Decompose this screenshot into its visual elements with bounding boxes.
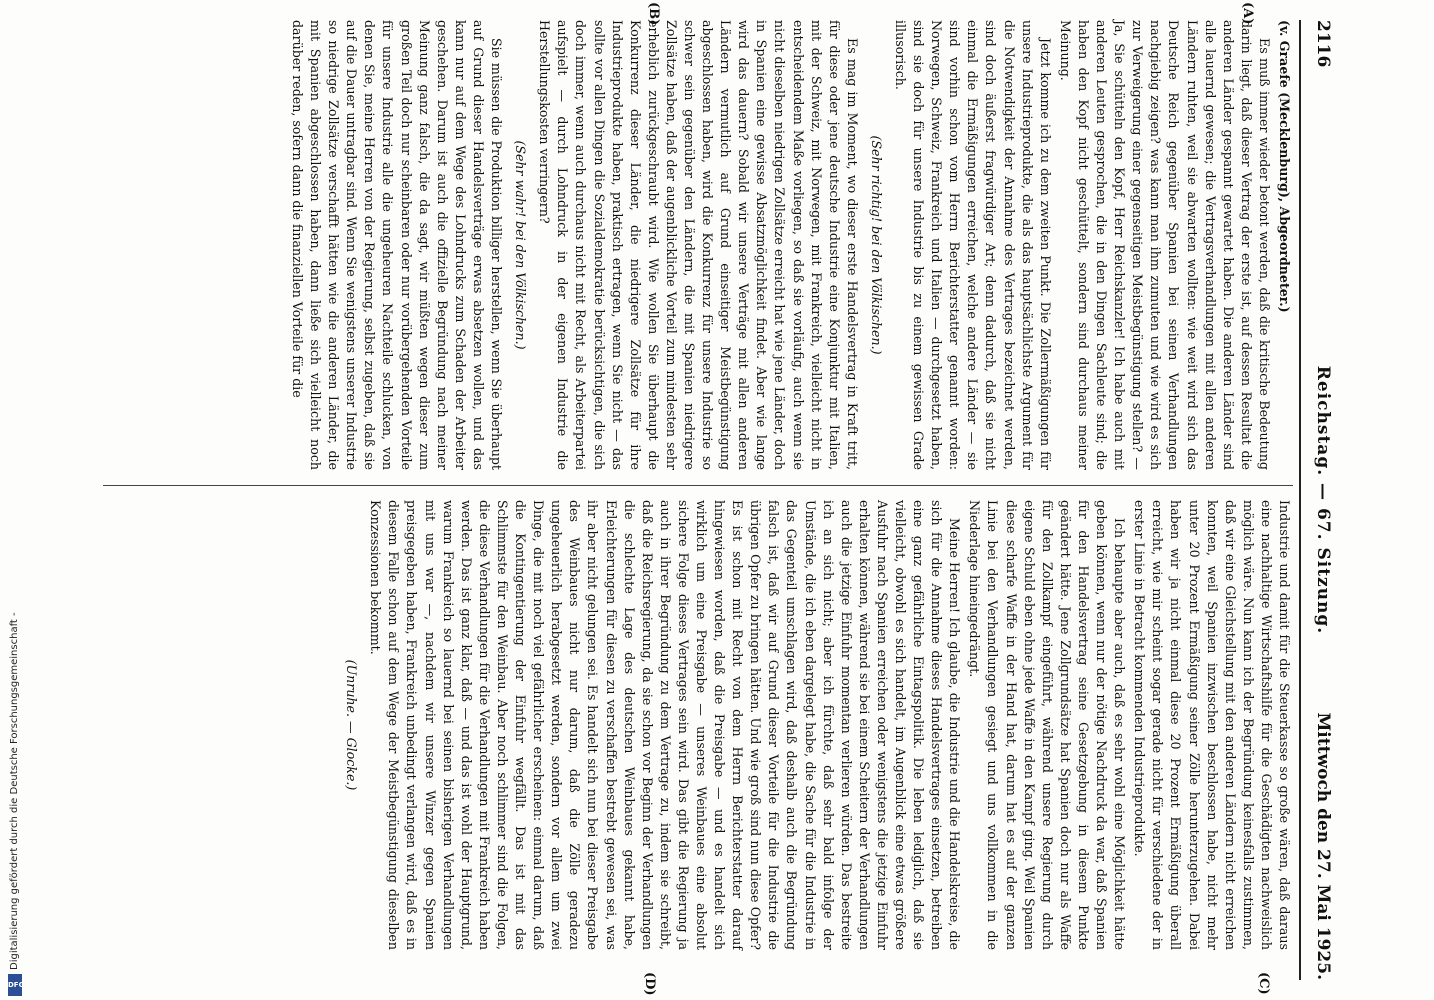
session-date: Mittwoch den 27. Mai 1925. bbox=[1313, 712, 1333, 980]
paragraph: Meine Herren! Ich glaube, die Industrie und die Handelskreise, die sich für die Annahme dieses Handelsvertrages einsetzen, betreiben eine ganz gefährliche Eintagspolitik. Die leben lediglich, daß sie vielleicht, obwohl es sich handelt, im Augenblick eine etwas größere Ausfuhr nach Spanien erreichen oder wenigstens die jetzige Einfuhr erhalten können, während sie bei einem Scheitern der Verhandlungen auch die jetzige Einfuhr momentan verlieren würden. Das bestreite ich an sich nicht; aber ich fürchte, daß sehr bald infolge der Umstände, die ich eben dargelegt habe, die Sache für die Industrie in das Gegenteil umschlagen wird, daß deshalb auch die Begründung falsch ist, daß wir auf Grund dieser Vorteile für die Industrie die übrigen Opfer zu bringen hätten. Und wie groß sind nun diese Opfer? Es ist schon mit Recht von dem Herrn Berichterstatter darauf hingewiesen worden, daß die Preisgabe — und es handelt sich wirklich um eine Preisgabe — unseres Weinbaues eine absolut sichere Folge dieses Vertrages sein wird. Das gibt die Regierung ja auch in ihrer Begründung zu dem Vertrage zu, indem sie schreibt, daß die Reichsregierung, da sie schon vor Beginn der Verhandlungen die schlechte Lage des deutschen Weinbaues gekannt habe, Erleichterungen für diesen zu verschaffen bestrebt gewesen sei, was ihr aber nicht gelungen sei. Es handelt sich nun bei dieser Preisgabe des Weinbaues nicht nur darum, daß die Zölle geradezu ungeheuerlich herabgesetzt werden, sondern vor allem um zwei Dinge, die mit noch viel gefährlicher erscheinen: einmal darum, daß die Kontingentierung der Einfuhr wegfällt. Das ist mit das Schlimmste für den Weinbau. Aber noch schlimmer sind die Folgen, die diese Verhandlungen für die Verhandlungen mit Frankreich haben werden. Das ist ganz klar, daß — und das ist wohl der Hauptgrund, warum Frankreich so lauernd bei seinen bisherigen Verhandlungen mit uns war —, nachdem wir unsere Winzer gegen Spanien preisgegeben haben, Frankreich unbedingt verlangen wird, daß es in diesem Falle schon auf dem Wege der Meistbegünstigung dieselben Konzessionen bekommt. bbox=[368, 500, 963, 950]
left-column bbox=[286, 20, 1293, 470]
margin-mark-a: (A) bbox=[1240, 2, 1255, 25]
margin-mark-d: (D) bbox=[642, 972, 657, 996]
paragraph: Es muß immer wieder betont werden, daß die kritische Bedeutung darin liegt, daß dieser Vertrag der erste ist, auf dessen Resultat die anderen Länder gespannt gewartet haben. Die anderen Länder sind alle lauernd gewesen; die Vertragsverhandlungen mit allen anderen Ländern ruhten, weil sie abwarten wollten: wie weit wird sich das Deutsche Reich gegenüber Spanien bei seinen Verhandlungen nachgiebig zeigen? was kann man ihm zumuten und wie wird es sich zur Verweigerung einer gegenseitigen Meistbegünstigung stellen? — Ja, Sie schütteln den Kopf, Herr Reichskanzler! Ich habe auch mit anderen Leuten gesprochen, die in den Dingen Sachleute sind; die haben den Kopf nicht geschüttelt, sondern sind durchaus meiner Meinung. bbox=[1057, 20, 1272, 470]
interjection: (Sehr richtig! bei den Völkischen.) bbox=[868, 135, 884, 355]
interjection: (Unruhe. — Glocke.) bbox=[344, 659, 360, 791]
paragraph: Sie müssen die Produktion billiger herstellen, wenn Sie überhaupt auf Grund dieser Handelsverträge erwas absetzen wollen, und das kann nur auf dem Wege des Lohndrucks zum Schaden der Arbeiter geschehen. Darum ist auch die offizielle Begründung nach meiner Meinung ganz falsch, die da sagt, wir müßten wegen dieser zum großen Teil doch nur scheinbaren oder nur vorübergehenden Vorteile für unsere Industrie alle die ungeheuren Nachteile schlucken, von denen Sie, meine Herren von der Regierung, selbst zugeben, daß sie auf die Dauer untragbar sind. Wenn Sie wenigstens unserer Industrie so niedrige Zollsätze verschafft hätten wie die anderen Länder, die mit Spanien abgeschlossen haben, dann ließe sich vielleicht noch darüber reden, sofern dann die finanziellen Vorteile für die bbox=[290, 20, 505, 470]
interjection: (Sehr wahr! bei den Völkischen.) bbox=[513, 140, 529, 350]
paragraph: Ich behaupte aber auch, daß es sehr wohl eine Möglichkeit hätte geben können, wenn nur der nötige Nachdruck da war, daß Spanien für den Handelsvertrag seine Gesetzgebung in diesem Punkte geändert hätte. Jene Zollgrundsätze hat Spanien doch nur als Waffe für den Zollkampf eingeführt, während unsere Regierung durch eigene Schuld eben ohne jede Waffe in den Kampf ging. Weil Spanien diese scharfe Waffe in der Hand hat, darum hat es auf der ganzen Linie bei den Verhandlungen gesiegt und uns vollkommen in die Niederlage hineingedrängt. bbox=[967, 500, 1128, 950]
digitization-credit bbox=[6, 0, 25, 1000]
rotated-document-sheet bbox=[67, 0, 1367, 1000]
paragraph: Es mag im Moment, wo dieser erste Handelsvertrag in Kraft tritt, für diese oder jene deutsche Industrie eine Konjunktur mit Italien, mit der Schweiz, mit Norwegen, mit Frankreich, vielleicht nicht in entscheidendem Maße vorliegen, so daß sie vorläufig, auch wenn sie nicht dieselben niedrigen Zollsätze erreicht hat wie jene Länder, doch in Spanien eine gewisse Absatzmöglichkeit findet. Aber wie lange wird das dauern? Sobald wir unsere Verträge mit allen anderen Ländern vermutlich auf Grund einseitiger Meistbegünstigung abgeschlossen haben, wird die Konkurrenz für unsere Industrie so schwer sein gegenüber den Ländern, die mit Spanien niedrigere Zollsätze haben, daß der augenblickliche Vorteil zum mindesten sehr erheblich zurückgeschraubt wird. Wie wollen Sie überhaupt die Konkurrenz dieser Länder, die niedrigere Zollsätze für ihre Industrieprodukte haben, praktisch ertragen, wenn Sie nicht — das sollte vor allen Dingen die Sozialdemokratie berücksichtigen, die sich doch immer, wenn auch durchaus nicht mit Recht, als Arbeiterpartei aufspielt — durch Lohndruck in der eigenen Industrie die Herstellungskosten verringern? bbox=[537, 20, 860, 470]
right-column bbox=[336, 500, 1293, 950]
session-title: Reichstag. — 67. Sitzung. bbox=[1313, 365, 1333, 635]
paragraph: Industrie und damit für die Steuerkasse so große wären, daß daraus eine nachhaltige Wirtschaftshilfe für die Geschädigten nachweislich möglich wäre. Nun kann ich der Begründung keinesfalls zustimmen, daß wir eine Gleichstellung mit den anderen Ländern nicht erreichen konnten, weil Spanien inzwischen beschlossen habe, nicht mehr unter 20 Prozent Ermäßigung seiner Zölle herunterzugehen. Dabei haben wir ja nicht einmal diese 20 Prozent Ermäßigung überall erreicht, wie mir scheint sogar gerade nicht für verschiedene der in erster Linie in Betracht kommenden Industrieprodukte. bbox=[1132, 500, 1292, 950]
column-divider bbox=[103, 485, 1293, 486]
dfg-logo: DFG bbox=[8, 974, 22, 996]
page-number: 2116 bbox=[1313, 20, 1333, 68]
credit-text: Digitalisierung gefördert durch die Deutsche Forschungsgemeinschaft - bbox=[9, 612, 20, 970]
paragraph: Jetzt komme ich zu dem zweiten Punkt. Die Zollermäßigungen für unsere Industrieprodukte, die als das hauptsächlichste Argument für die Notwendigkeit der Annahme des Vertrages bezeichnet werden, sind doch äußerst fragwürdiger Art; denn dadurch, daß sie nicht einmal die Ermäßigungen erreichen, welche andere Länder — sie sind vorhin schon vom Herrn Berichterstatter genannt worden: Norwegen, Schweiz, Frankreich und Italien — durchgesetzt haben, sind sie doch für unsere Industrie bis zu einem gewissen Grade illusorisch. bbox=[893, 20, 1053, 470]
margin-mark-c: (C) bbox=[1256, 972, 1271, 995]
speaker-line: (v. Graefe (Mecklenburg), Abgeordneter.) bbox=[1277, 20, 1292, 313]
header-rule bbox=[1299, 20, 1301, 980]
margin-mark-b: (B) bbox=[646, 2, 661, 26]
page-header bbox=[1305, 20, 1339, 980]
